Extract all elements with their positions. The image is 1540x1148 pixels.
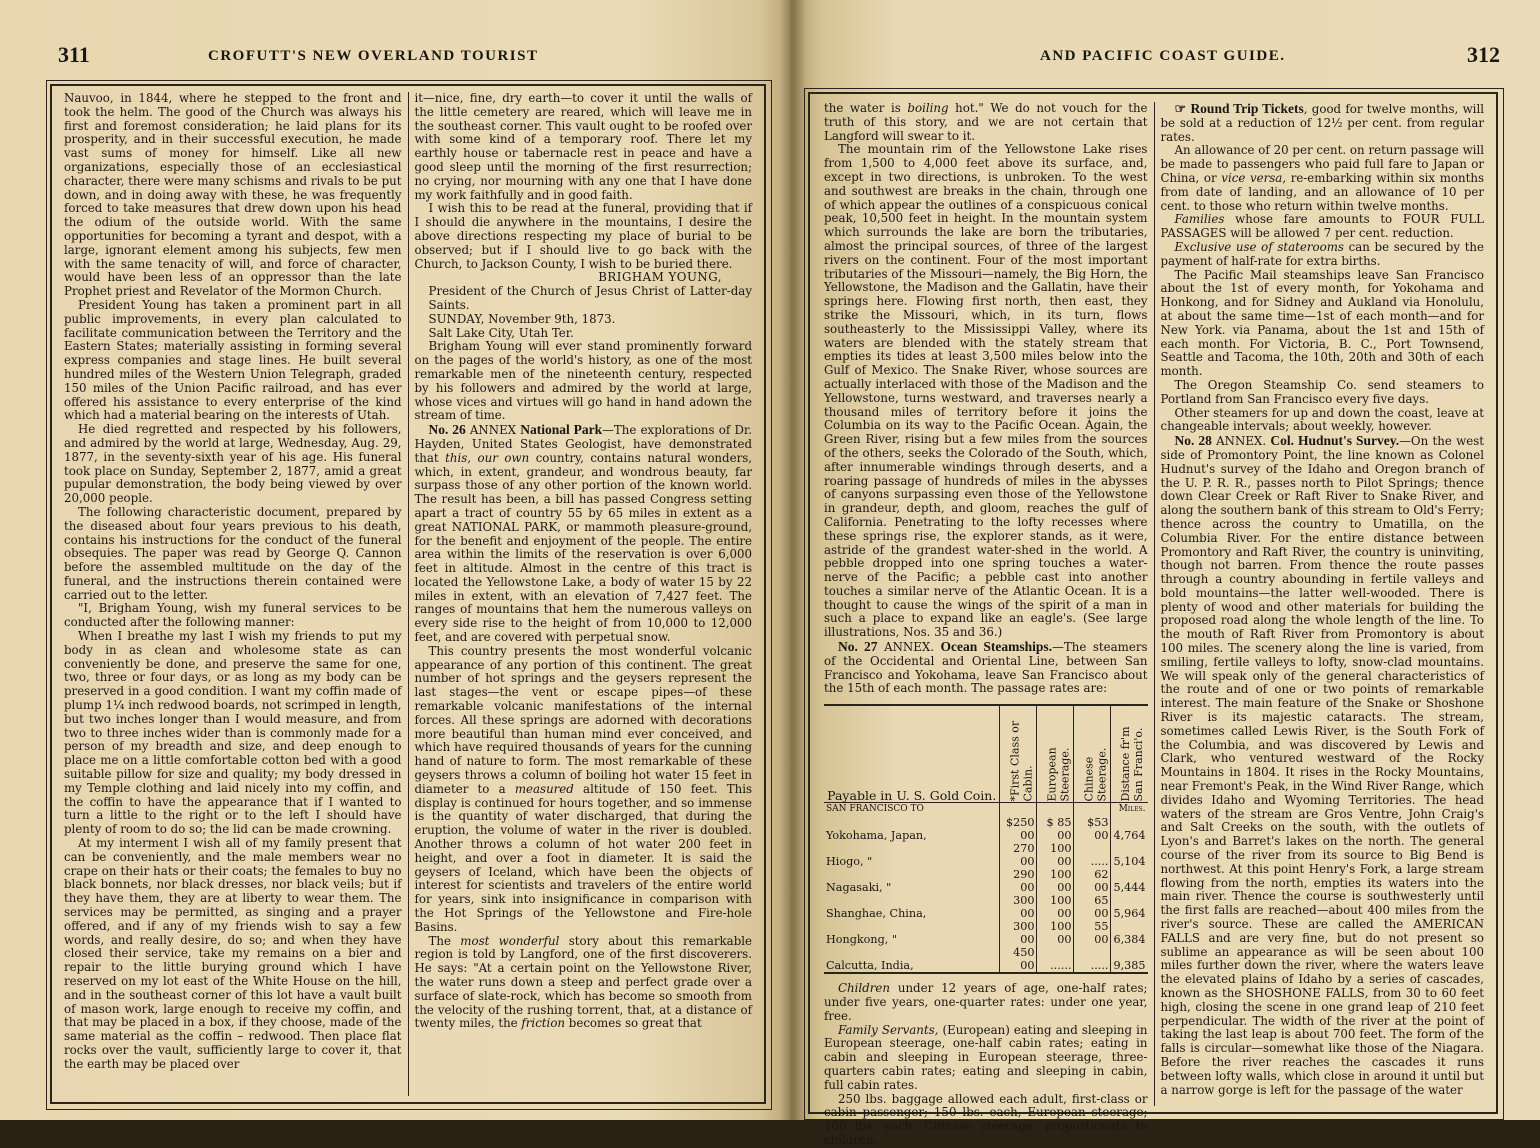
table-row: [824, 868, 1148, 894]
paragraph: [1161, 241, 1485, 269]
empty-cell: [1000, 803, 1037, 817]
units-label: Miles.: [1111, 803, 1148, 817]
table-cell-dist: 4,764: [1111, 816, 1148, 842]
text-run: altitude of 150 feet. This display is continued for hours together, and so immense is the quantity of water discharged, that during the eruption, the volume of water in the river is doubled. Another throws a column of hot water 200 feet in height, and over a foot in diameter. It is said the geysers of Iceland, which have been the objects of interest for scientists and travelers of the entire world for years, sink into insignificance in comparison with the Hot Springs of the Yellowstone and Fire-hole Basins.: [414, 781, 753, 934]
table-cell-first: 450 00: [1000, 946, 1037, 973]
section-number: No. 26: [428, 422, 466, 438]
left-page-number: 311: [58, 42, 90, 67]
right-text-columns: [818, 101, 1490, 1148]
text-run: and are very fine, but do not present so sublime an appearance as will be seen about 100 miles further down the river, where the waters leave the elevated plains of Idaho by a series of cascades, known as the: [1160, 930, 1485, 1000]
paragraph: I wish this to be read at the funeral, providing that if I should die anywhere in the mountains, I desire the above directions respecting my place of burial to be observed; but if I should live to go back with the Church, to Jackson County, I wish to be buried there.: [414, 201, 752, 271]
table-cell-chinese: 62 00: [1074, 868, 1111, 894]
empty-cell: [1074, 803, 1111, 817]
text-run: The: [428, 933, 451, 948]
table-cell-chinese: .....: [1074, 946, 1111, 973]
emphasis: boiling: [907, 101, 949, 115]
table-cell-dest: Hiogo, ": [826, 855, 873, 869]
text-run: country, contains natural wonders, which, in extent, grandeur, and wondrous beauty, far surpass those of any other portion of the known world. The result has been, a bill has passed Congress setting apart a tract of country 55 by 65 miles in extent as a great: [414, 450, 753, 534]
table-row: [824, 816, 1148, 842]
section-number: No. 28: [1174, 433, 1212, 449]
emphasis: vice versa: [1221, 170, 1283, 185]
table-cell-dest: Yokohama, Japan,: [826, 829, 927, 843]
small-caps: NATIONAL PARK,: [451, 519, 561, 534]
table-row: [824, 842, 1148, 868]
table-cell-first: 290 00: [1000, 868, 1037, 894]
text-run: An allowance of 20 per cent. on return passage will be made to passengers who paid full fare to Japan or China, or: [1160, 143, 1484, 185]
pointing-hand-icon: ☞: [1174, 102, 1187, 117]
text-run: will be allowed 7 per cent. reduction.: [1230, 226, 1454, 241]
paragraph: [1161, 144, 1485, 213]
section-number: No. 27: [838, 639, 878, 655]
paragraph: The Oregon Steamship Co. send steamers to Portland from San Francisco every five days.: [1160, 377, 1484, 406]
paragraph: Nauvoo, in 1844, where he stepped to the front and took the helm. The good of the Church was always his first and foremost consideration; he laid plans for its prosperity, and in their successful execution, he made vast sums of money for himself. Like all new organizations, especially those of an ecclesiastical character, there were many schisms and rivals to be put down, and in doing away with these, he was frequently forced to take measures that drew down upon his head the odium of the outside world. With the same opportunities for becoming a tyrant and despot, with a large, ignorant element among his subjects, few men with the same tenacity of will, and force of character, would have been less of an oppressor than the late Prophet priest and Revelator of the Mormon Church.: [64, 91, 402, 299]
text-run: hot." We do not vouch for the truth of this story, and we are not certain that Langford will swear to it.: [824, 101, 1148, 143]
table-cell-dest: Hongkong, ": [826, 933, 897, 947]
letter-date: [415, 313, 753, 327]
table-cell-chinese: 65 00: [1074, 894, 1111, 920]
table-row: [824, 803, 1148, 817]
right-column-1: [818, 101, 1154, 1148]
text-run: becomes so great that: [568, 1016, 702, 1031]
table-cell-euro: 100 00: [1037, 842, 1074, 868]
emphasis: Families: [1174, 212, 1225, 227]
paragraph: [1161, 102, 1485, 144]
text-run: can be secured by the payment of half-rate for extra births.: [1160, 239, 1485, 268]
text-run: under 12 years of age, one-half rates; under five years, one-quarter rates: under one year, free.: [824, 981, 1148, 1023]
table-cell-dest: Shanghae, China,: [826, 907, 927, 921]
paragraph: "I, Brigham Young, wish my funeral services to be conducted after the following manner:: [64, 601, 402, 630]
table-label: Payable in U. S. Gold Coin.: [827, 788, 997, 804]
table-row: [824, 920, 1148, 946]
text-run: —The steamers of the Occidental and Oriental Line, between San Francisco and Yokohama, leave San Francisco about the 15th of each month. The passage rates are:: [824, 640, 1148, 696]
table-cell-dist: 9,385: [1111, 946, 1148, 973]
emphasis: friction: [521, 1016, 566, 1031]
annex-label: ANNEX: [469, 423, 517, 438]
paragraph: [824, 982, 1148, 1023]
text-run: , re-embarking within six months from date of landing, and an allowance of 10 per cent. to those who return within twelve months.: [1160, 170, 1484, 213]
table-cell-first: 270 00: [1000, 842, 1037, 868]
text-run: , from 30 to 60 feet high, closing the scene in one grand leap of 210 feet perpendicular. The width of the river at the point of taking the last leap is about 700 feet. The form of the falls is circular—somewhat like those of the Niagara. Before the river reaches the cascades it runs between lofty walls, which close in around it until but a narrow gorge is left for the passage of the water: [1160, 986, 1485, 1097]
emphasis: this, our own: [445, 450, 530, 465]
small-caps: SHOSHONE FALLS: [1245, 986, 1365, 1000]
table-cell-chinese: .....: [1074, 842, 1111, 868]
emphasis: measured: [514, 781, 574, 796]
paragraph: [824, 102, 1148, 143]
paragraph: Brigham Young will ever stand prominently forward on the pages of the world's history, as one of the most remarkable men of the nineteenth century, respected by his followers and admired by the world at large, whose vices and virtues will go hand in hand adown the stream of time.: [414, 339, 752, 423]
text-run: This country presents the most wonderful volcanic appearance of any portion of this continent. The great number of hot springs and the geysers represent the last stages—the vent or escape pipes—of these remarkable volcanic manifestations of the internal forces. All these springs are adorned with decorations more beautiful than human mind ever conceived, and which have required thousands of years for the cunning hand of nature to form. The most remarkable of these geysers throws a column of boiling hot water 15 feet in diameter to a: [414, 643, 752, 796]
left-text-columns: [58, 92, 758, 1096]
date-rest: November 9th, 1873.: [488, 311, 616, 326]
table-cell-first: $250 00: [1000, 816, 1037, 842]
emphasis: Family Servants,: [838, 1022, 939, 1037]
emphasis: most wonderful: [460, 933, 560, 948]
table-cell-dist: 6,384: [1111, 920, 1148, 946]
text-run: —On the west side of Promontory Point, the line known as Colonel Hudnut's survey of the Idaho and Oregon branch of the U. P. R. R., passes north to Pilot Springs; thence down Clear Creek or Raft River to Snake River, and along the southern bank of this stream to Old's Ferry; thence across the country to Umatilla, on the Columbia River. For the entire distance between Promontory and Raft River, the country is uninviting, though not barren. From thence the route passes through a country abounding in fertile valleys and bold mountains—the latter well-wooded. There is plenty of wood and other materials for building the proposed road along the whole length of the line. To the mouth of Raft River from Promontory is about 100 miles. The scenery along the line is varied, from smiling, fertile valleys to lofty, snow-clad mountains. We will speak only of the general characteristics of the route and of one or two points of remarkable interest. The main feature of the Snake or Shoshone River is its majestic cataracts. The stream, sometimes called Lewis River, is the South Fork of the Columbia, and was discovered by Lewis and Clark, who ventured westward of the Rocky Mountains in 1804. It rises in the Rocky Mountains, near Fremont's Peak, in the Wind River Range, which divides Idaho and Wyoming Territories. The head waters of the stream are Gros Ventre, John Craig's and Salt Creeks on the south, with the outlets of Lyon's and Barret's lakes on the north. The general course of the river from its source to Big Bend is northwest. At this point Henry's Fork, a large stream flowing from the north, empties its waters into the main river. Thence the course is southwesterly until the first falls are reached—about 400 miles from the river's source. These are called the: [1160, 434, 1485, 932]
table-cell-euro: ......: [1037, 946, 1074, 973]
left-column-2: [408, 92, 759, 1096]
small-caps: AMERICAN FALLS: [1160, 917, 1485, 945]
table-row: [824, 894, 1148, 920]
table-cell-euro: $ 85 00: [1037, 816, 1074, 842]
section-28: [1161, 434, 1485, 1097]
passage-rates-table: [824, 704, 1148, 974]
paragraph: [415, 645, 753, 935]
section-title: National Park: [520, 422, 603, 438]
table-row: [824, 946, 1148, 973]
table-cell-dest: Calcutta, India,: [826, 959, 914, 973]
empty-cell: [1037, 803, 1074, 817]
table-cell-dist: 5,104: [1111, 842, 1148, 868]
paragraph: When I breathe my last I wish my friends to put my body in as clean and wholesome state as can conveniently be done, and preserve the same for one, two, three or four days, or as long as my body can be preserved in a good condition. I want my coffin made of plump 1¼ inch redwood boards, not scrimped in length, but two inches longer than I would measure, and from two to three inches wider than is commonly made for a person of my breadth and size, and deep enough to place me on a little comfortable cotton bed with a good suitable pillow for size and quality; my body dressed in my Temple clothing and laid nicely into my coffin, and the coffin to have the appearance that if I wanted to turn a little to the right or to the left I should have plenty of room to do so; the lid can be made crowning.: [64, 629, 402, 837]
paragraph: At my interment I wish all of my family present that can be conveniently, and the male members wear no crape on their hats or their coats; the females to buy no black bonnets, nor black dresses, nor black veils; but if they have them, they are at liberty to wear them. The services may be permitted, as singing and a prayer offered, and if any of my friends wish to say a few words, and really desire, do so; and when they have closed their service, take my remains on a bier and repair to the little burying ground which I have reserved on my lot east of the White House on the hill, and in the southeast corner of this lot have a vault built of mason work, large enough to receive my coffin, and that may be placed in a box, if they choose, made of the same material as the coffin – redwood. Then place flat rocks over the vault, sufficiently large to cover it, that the earth may be placed over: [64, 836, 402, 1071]
text-run: (European) eating and sleeping in European steerage, one-half cabin rates; eating in cabin and sleeping in European steerage, three-quarters cabin rates; eating and sleeping in cabin, full cabin rates.: [824, 1022, 1148, 1092]
table-cell-euro: 100 00: [1037, 868, 1074, 894]
annex-label: ANNEX.: [1216, 434, 1267, 449]
letter-place: Salt Lake City, Utah Ter.: [428, 325, 574, 340]
table-cell-dist: 5,444: [1111, 868, 1148, 894]
column-header: European Steerage.: [1037, 705, 1074, 803]
column-header: Distance fr'm San Franci'o.: [1111, 705, 1148, 803]
text-run: or mammoth pleasure-ground, for the benefit and enjoyment of the people. The entire area within the limits of the reservation is over 6,000 feet in altitude. Almost in the centre of this tract is located the Yellowstone Lake, a body of water 15 by 22 miles in extent, with an elevation of 7,427 feet. The ranges of mountains that hem the numerous valleys on every side rise to the height of from 10,000 to 12,000 feet, and are covered with perpetual snow.: [414, 519, 752, 645]
table-cell-chinese: 55 00: [1074, 920, 1111, 946]
table-cell-euro: 100 00: [1037, 920, 1074, 946]
right-page-number: 312: [1467, 42, 1500, 67]
column-header: Chinese Steerage.: [1074, 705, 1111, 803]
table-cell-first: 300 00: [1000, 894, 1037, 920]
signature: BRIGHAM YOUNG,: [598, 270, 722, 285]
annex-label: ANNEX.: [884, 640, 934, 655]
paragraph: The Pacific Mail steamships leave San Francisco about the 1st of every month, for Yokohama and Honkong, and for Sidney and Aukland via Honolulu, at about the same time—1st of each month—and for New York. via Panama, about the 1st and 15th of each month. For Victoria, B. C., Port Townsend, Seattle and Tacoma, the 10th, 20th and 30th of each month.: [1160, 267, 1484, 379]
paragraph: President Young has taken a prominent part in all public improvements, in every plan calculated to facilitate communication between the Territory and the Eastern States; materially assisting in forming several express companies and stage lines. He built several hundred miles of the Western Union Telegraph, graded 150 miles of the Union Pacific railroad, and has ever offered his assistance to every enterprise of the kind which had a material bearing on the interests of Utah.: [64, 297, 402, 423]
paragraph: [1161, 213, 1485, 241]
emphasis: Exclusive use of staterooms: [1174, 239, 1344, 254]
paragraph: 250 lbs. baggage allowed each adult, first-class or cabin passenger; 150 lbs. each, European steerage; 100 lbs. each, Chinese steerage: proportionate to children.: [824, 1091, 1148, 1148]
text-run: the water is: [824, 101, 901, 115]
paragraph: The mountain rim of the Yellowstone Lake rises from 1,500 to 4,000 feet above its surface, and, except in two directions, is unbroken. To the west and southwest are breaks in the chain, through one of which appear the outlines of a conspicuous conical peak, 10,500 feet in height. In the mountain system which surrounds the lake are born the tributaries, almost the principal sources, of three of the largest rivers on the continent. Four of the most important tributaries of the Missouri—namely, the Big Horn, the Yellowstone, the Madison and the Gallatin, have their springs here. Flowing first north, then east, they strike the Missouri, which, in its turn, flows southeasterly to the Mississippi Valley, where its waters are blended with the stately stream that empties its tides at least 3,500 miles below into the Gulf of Mexico. The Snake River, whose sources are actually interlaced with those of the Madison and the Yellowstone, turns westward, and traverses nearly a thousand miles of territory before it joins the Columbia on its way to the Pacific Ocean. Again, the Green River, rising but a few miles from the sources of the others, seeks the Colorado of the South, which, after innumerable windings through deserts, and a roaring passage of hundreds of miles in the abysses of canyons surpassing even those of the Yellowstone in grandeur, depth, and gloom, reaches the gulf of California. Penetrating to the lofty recesses where these springs rise, the explorer stands, as it were, astride of the grandest water-shed in the world. A pebble dropped into one spring touches a water-nerve of the Pacific; a pebble cast into another touches a similar nerve of the Atlantic Ocean. It is a thought to cause the wings of the spirit of a man in such a place to expand like an eagle's. (See large illustrations, Nos. 35 and 36.): [824, 142, 1148, 640]
section-title: Col. Hudnut's Survey.: [1270, 433, 1400, 449]
table-cell-dest: Nagasaki, ": [826, 881, 892, 895]
date-day: SUNDAY,: [428, 311, 485, 326]
left-column-1: [58, 92, 408, 1096]
table-cell-chinese: $53 00: [1074, 816, 1111, 842]
paragraph: [415, 935, 753, 1032]
paragraph: Other steamers for up and down the coast, leave at changeable intervals; about weekly, however.: [1160, 405, 1484, 434]
table-cell-euro: 100 00: [1037, 894, 1074, 920]
paragraph: [824, 1024, 1148, 1093]
text-run: whose fare amounts to: [1235, 212, 1393, 227]
section-27: [824, 640, 1148, 696]
table-header-row: [824, 705, 1148, 803]
table-cell-dist: 5,964: [1111, 894, 1148, 920]
right-running-title: AND PACIFIC COAST GUIDE.: [1040, 48, 1286, 64]
from-label: SAN FRANCISCO TO: [826, 804, 924, 815]
section-26: [415, 423, 753, 645]
text-run: —The explorations of Dr. Hayden, United States Geologist, have demonstrated that: [414, 423, 752, 465]
left-running-title: CROFUTT'S NEW OVERLAND TOURIST: [208, 48, 539, 64]
text-run: story about this remarkable region is told by Langford, one of the first discoverers. He says: "At a certain point on the Yellowstone River, the water runs down a steep and perfect grade over a surface of slate-rock, which has become so smooth from the velocity of the rushing torrent, that, at a distance of twenty miles, the: [414, 933, 753, 1031]
paragraph: it—nice, fine, dry earth—to cover it until the walls of the little cemetery are reared, which will leave me in the southeast corner. This vault ought to be roofed over with some kind of a temporary roof. There let my earthly house or tabernacle rest in peace and have a good sleep until the morning of the first resurrection; no crying, nor mourning with any one that I have done my work faithfully and in good faith.: [414, 91, 752, 202]
signature-title: President of the Church of Jesus Christ of Latter-day Saints.: [428, 284, 752, 312]
round-trip-heading: Round Trip Tickets: [1190, 101, 1304, 116]
table-cell-first: 300 00: [1000, 920, 1037, 946]
section-title: Ocean Steamships.: [940, 639, 1053, 655]
column-header: *First Class or Cabin.: [1000, 705, 1037, 803]
emphasis: Children: [838, 981, 890, 996]
right-column-2: [1154, 102, 1491, 1106]
text-run: , good for twelve months, will be sold at a reduction of 12½ per cent. from regular rates.: [1160, 102, 1484, 144]
paragraph: The following characteristic document, prepared by the diseased about four years previous to his death, contains his instructions for the conduct of the funeral obsequies. The paper was read by George Q. Cannon before the assembled multitude on the day of the funeral, and the instructions therein contained were carried out to the letter.: [64, 504, 402, 602]
paragraph: He died regretted and respected by his followers, and admired by the world at large, Wednesday, Aug. 29, 1877, in the seventy-sixth year of his age. His funeral took place on Sunday, September 2, 1877, amid a great pupular demonstration, the body being viewed by over 20,000 people.: [64, 422, 402, 506]
small-caps: FOUR FULL PASSAGES: [1160, 212, 1484, 241]
